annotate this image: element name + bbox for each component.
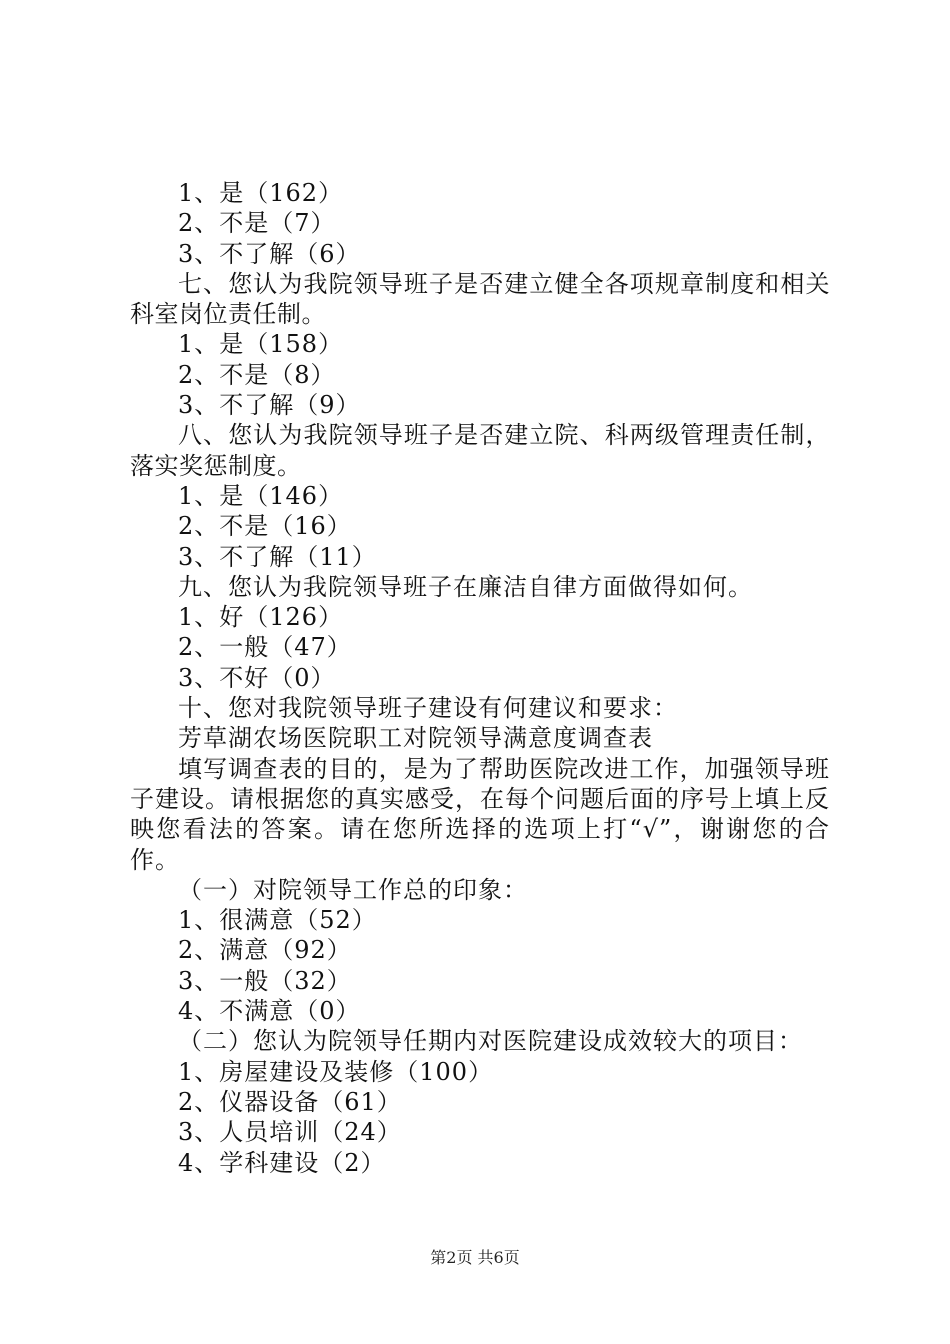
q7-option-3: 3、不了解（9） (178, 391, 361, 420)
section-1-heading: （一）对院领导工作总的印象： (178, 875, 528, 904)
s2-option-3: 3、人员培训（24） (178, 1118, 402, 1147)
q8-option-3: 3、不了解（11） (178, 542, 377, 571)
survey-title: 芳草湖农场医院职工对院领导满意度调查表 (178, 724, 653, 753)
q6-option-3: 3、不了解（6） (178, 239, 361, 268)
question-9: 九、您认为我院领导班子在廉洁自律方面做得如何。 (178, 572, 753, 601)
s2-option-1: 1、房屋建设及装修（100） (178, 1057, 494, 1086)
q6-option-1: 1、是（162） (178, 179, 344, 207)
q7-option-1: 1、是（158） (178, 330, 344, 359)
s2-option-4: 4、学科建设（2） (178, 1148, 386, 1177)
q8-option-1: 1、是（146） (178, 481, 344, 510)
q7-option-2: 2、不是（8） (178, 360, 336, 389)
section-2-heading: （二）您认为院领导任期内对医院建设成效较大的项目： (178, 1027, 803, 1056)
q8-option-2: 2、不是（16） (178, 512, 352, 541)
q9-option-3: 3、不好（0） (178, 663, 336, 692)
s1-option-3: 3、一般（32） (178, 966, 352, 995)
s1-option-2: 2、满意（92） (178, 936, 352, 965)
question-10: 十、您对我院领导班子建设有何建议和要求： (178, 694, 678, 723)
s1-option-1: 1、很满意（52） (178, 906, 377, 935)
document-body (130, 178, 830, 1178)
question-8: 八、您认为我院领导班子是否建立院、科两级管理责任制，落实奖惩制度。 (130, 421, 830, 480)
q9-option-2: 2、一般（47） (178, 633, 352, 662)
q9-option-1: 1、好（126） (178, 603, 344, 632)
survey-intro: 填写调查表的目的，是为了帮助医院改进工作，加强领导班子建设。请根据您的真实感受，在每个问题后面的序号上填上反映您看法的答案。请在您所选择的选项上打“√”，谢谢您的合作。 (130, 754, 830, 874)
page-number: 第2页 共6页 (430, 1248, 520, 1267)
s2-option-2: 2、仪器设备（61） (178, 1087, 402, 1116)
s1-option-4: 4、不满意（0） (178, 997, 361, 1026)
q6-option-2: 2、不是（7） (178, 209, 336, 238)
question-7: 七、您认为我院领导班子是否建立健全各项规章制度和相关科室岗位责任制。 (130, 269, 830, 329)
